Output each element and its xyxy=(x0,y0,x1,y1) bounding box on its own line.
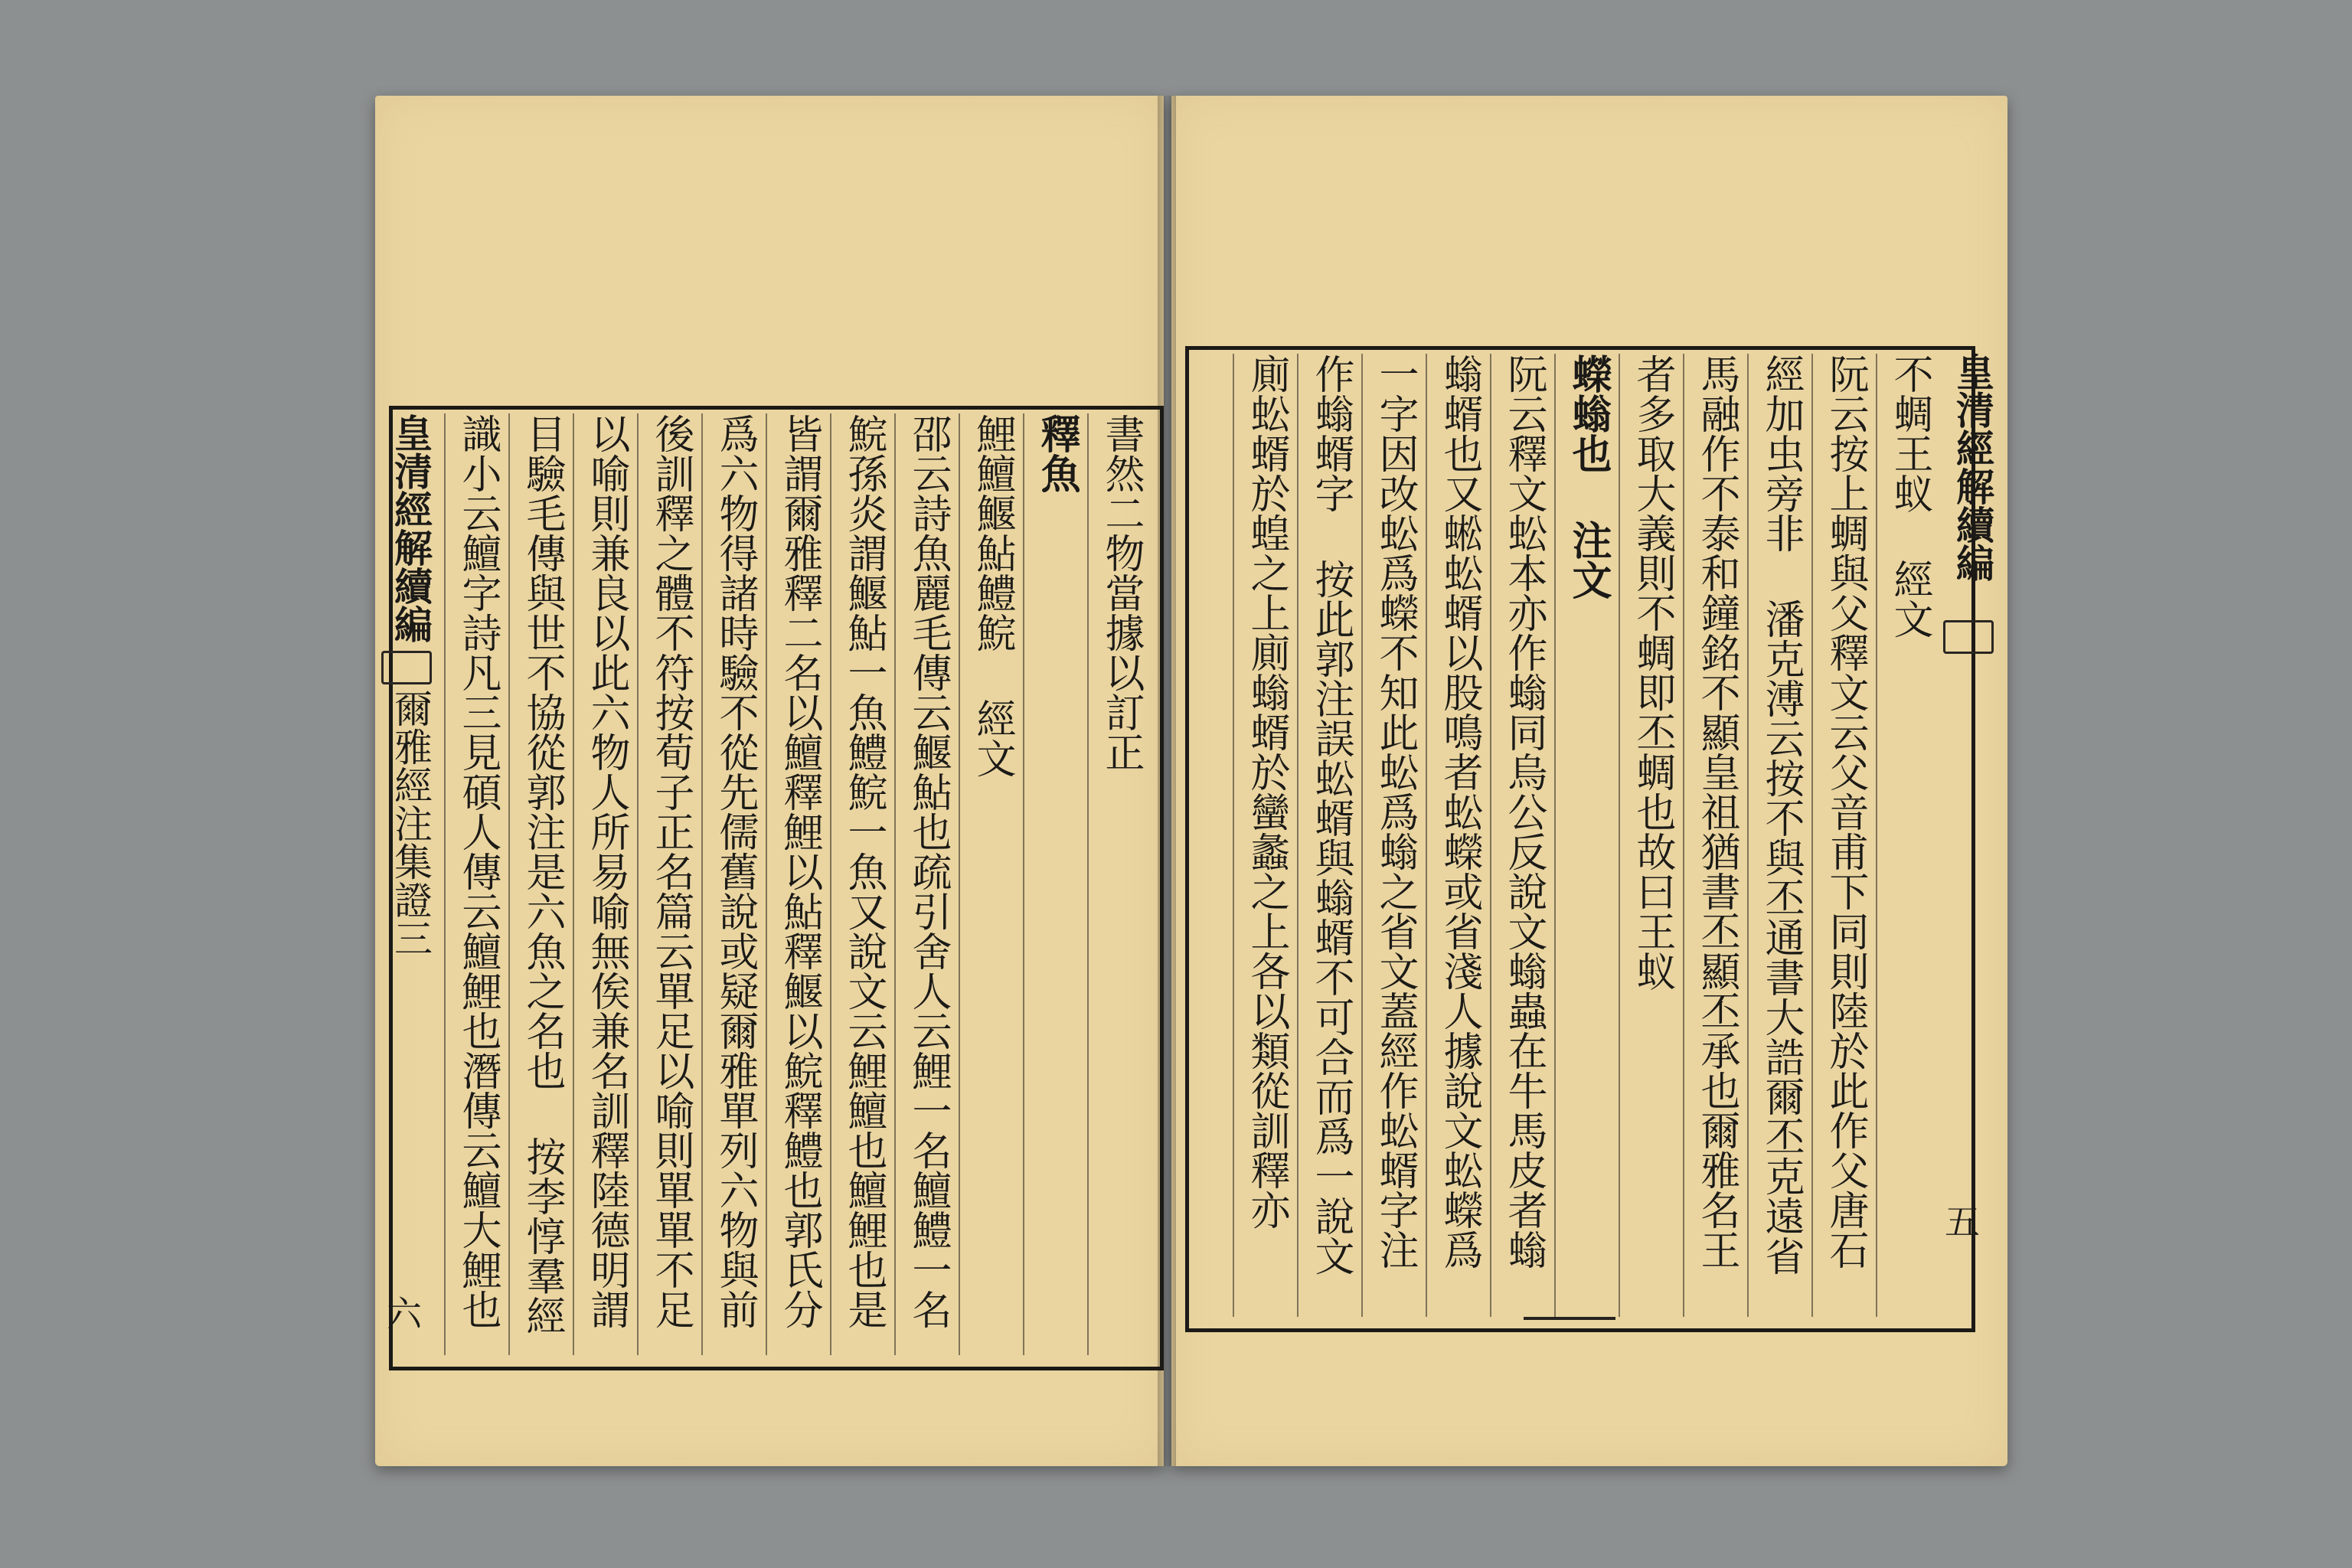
text-column: 邵云詩魚麗毛傳云鰋鮎也疏引舍人云鯉一名鱣鱧一名 xyxy=(894,413,960,1355)
left-folio: 六 xyxy=(387,1293,422,1334)
text-column: 鯇孫炎謂鰋鮎一魚鱧鯇一魚又說文云鯉鱣也鱣鯉也是 xyxy=(830,413,896,1355)
text-column: 者多取大義則不蜩即丕蜩也故曰王蚁 xyxy=(1619,354,1684,1317)
text-column: 爲六物得諸時驗不從先儒舊說或疑爾雅單列六物與前 xyxy=(701,413,767,1355)
text-column: 以喻則兼良以此六物人所易喻無俟兼名訓釋陸德明謂 xyxy=(573,413,639,1355)
text-column: 廁蚣蝑於蝗之上廁螉蝑於蠻蠡之上各以類從訓釋亦 xyxy=(1233,354,1298,1317)
text-column: 書然二物當據以訂正 xyxy=(1087,413,1153,1355)
fishtail-mark xyxy=(1943,620,1994,654)
right-margin-title: 皇清經解續編 xyxy=(1950,352,1995,582)
section-separator xyxy=(1524,1317,1615,1320)
left-margin-title: 皇清經解續編 xyxy=(388,413,433,643)
left-margin-subtitle: 爾雅經注集證三 xyxy=(388,689,433,957)
text-column: 皆謂爾雅釋二名以鱣釋鯉以鮎釋鰋以鯇釋鱧也郭氏分 xyxy=(766,413,831,1355)
text-column: 馬融作不泰和鐘銘不顯皇祖猶書丕顯丕承也爾雅名王 xyxy=(1683,354,1749,1317)
right-folio: 五 xyxy=(1945,1201,1980,1243)
text-column: 目驗毛傳與世不協從郭注是六魚之名也 按李惇羣經 xyxy=(508,413,574,1355)
text-column: 阮云按上蜩與父釋文云父音甫下同則陸於此作父唐石 xyxy=(1811,354,1877,1317)
text-column: 後訓釋之體不符按荀子正名篇云單足以喻則單單不足 xyxy=(637,413,703,1355)
text-column: 識小云鱣字詩凡三見碩人傳云鱣鯉也潛傳云鱣大鯉也 xyxy=(444,413,510,1355)
text-column: 鯉鱣鰋鮎鱧鯇 經文 xyxy=(959,413,1024,1355)
text-column: 一字因改蚣爲蠑不知此蚣爲螉之省文蓋經作蚣蝑字注 xyxy=(1361,354,1427,1317)
text-column: 不蜩王蚁 經文 xyxy=(1876,354,1942,1317)
section-heading: 蠑螉也 注文 xyxy=(1554,354,1620,1317)
text-column: 作螉蝑字 按此郭注誤蚣蝑與螉蝑不可合而爲一說文 xyxy=(1297,354,1363,1317)
text-column: 阮云釋文蚣本亦作螉同烏公反說文螉蟲在牛馬皮者螉 xyxy=(1490,354,1556,1317)
section-heading: 釋魚 xyxy=(1023,413,1089,1355)
text-column: 螉蝑也又蜙蚣蝑以股鳴者蚣蠑或省淺人據說文蚣蠑爲 xyxy=(1426,354,1491,1317)
text-column: 經加虫旁非 潘克溥云按不與丕通書大誥爾丕克遠省 xyxy=(1747,354,1813,1317)
fishtail-mark xyxy=(381,651,432,684)
